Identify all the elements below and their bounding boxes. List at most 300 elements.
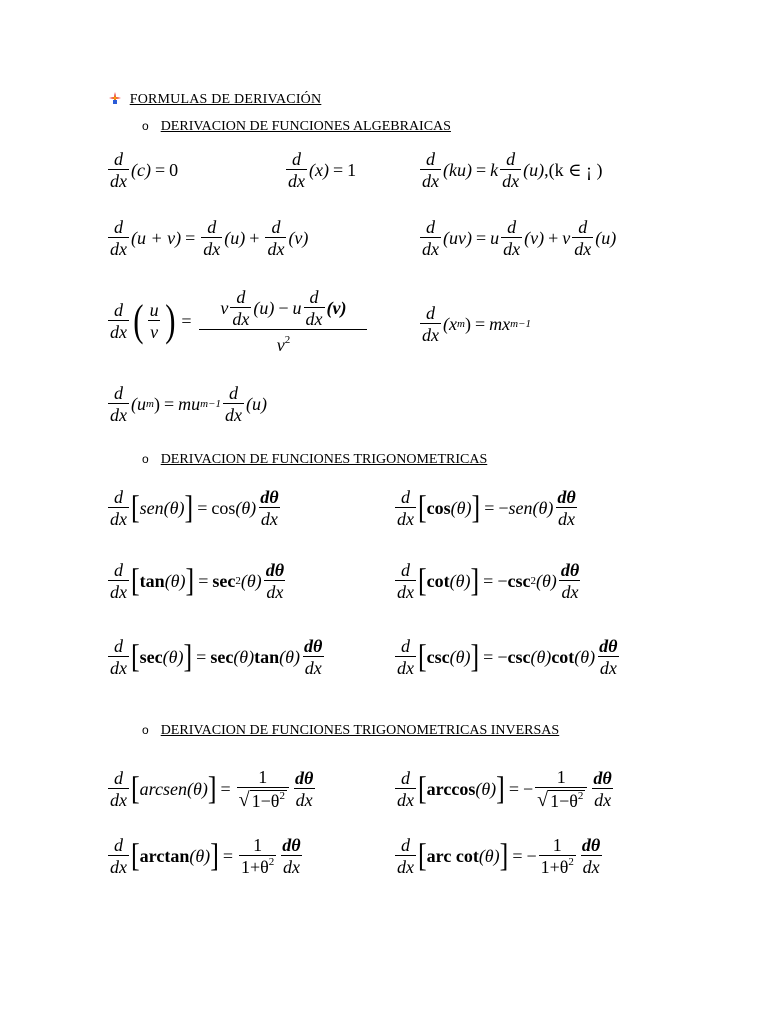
formula-symbol: $\frac{d}{dx}$ [ tan (θ) ] = sec 2 (θ) $\frac{d\theta}{dx}$ bbox=[110, 560, 285, 602]
formula-symbol: ] bbox=[496, 770, 505, 807]
formula-symbol: d bbox=[114, 300, 123, 320]
formula-symbol: = bbox=[332, 160, 344, 180]
formula-symbol: d bbox=[578, 217, 588, 237]
formula-symbol: (u) bbox=[523, 160, 545, 180]
formula-symbol: − bbox=[497, 571, 508, 591]
fraction bbox=[108, 384, 129, 424]
formula-symbol: (θ) bbox=[450, 498, 472, 518]
formula-symbol: 1+θ bbox=[540, 857, 569, 877]
formula-symbol: dx bbox=[599, 658, 617, 678]
formula-symbol: [ bbox=[418, 837, 427, 874]
formula-symbol: csc bbox=[507, 571, 531, 591]
formula-symbol: dx bbox=[397, 509, 414, 529]
formula-symbol: [ bbox=[418, 638, 427, 675]
formula-symbol bbox=[393, 488, 580, 528]
formula-symbol: ) bbox=[164, 296, 176, 345]
formula-symbol: dx bbox=[397, 790, 414, 810]
formula-symbol bbox=[106, 637, 326, 677]
formula-constant bbox=[106, 150, 178, 190]
formula-symbol: = bbox=[474, 314, 486, 334]
formula-symbol: (θ) bbox=[240, 571, 262, 591]
formula-sum bbox=[106, 218, 308, 258]
formula-symbol bbox=[106, 218, 308, 258]
formula-symbol bbox=[106, 288, 369, 354]
formula-symbol: dx bbox=[110, 171, 127, 191]
formula-symbol bbox=[418, 150, 602, 190]
fraction bbox=[239, 836, 276, 876]
formula-sen bbox=[106, 488, 283, 528]
formula-symbol: dx bbox=[397, 582, 414, 602]
fraction bbox=[280, 836, 302, 876]
formula-symbol bbox=[199, 329, 367, 354]
fraction bbox=[264, 561, 286, 601]
formula-symbol: $\frac{d}{dx}$ (x m ) = mx m−1 bbox=[422, 303, 531, 345]
formula-symbol: dx bbox=[558, 509, 576, 529]
formula-symbol: (θ) bbox=[164, 571, 186, 591]
formula-symbol: cos bbox=[211, 498, 236, 518]
fraction bbox=[108, 561, 129, 601]
formula-symbol: ,(k ∈ ¡ ) bbox=[544, 160, 603, 180]
formula-symbol bbox=[239, 855, 276, 876]
fraction bbox=[395, 561, 416, 601]
formula-symbol: d bbox=[114, 560, 123, 580]
sub-bullet: o bbox=[142, 119, 149, 133]
formula-symbol: 1 bbox=[258, 767, 268, 787]
formula-symbol: dθ bbox=[557, 487, 576, 507]
formula-symbol: 2 bbox=[279, 790, 285, 802]
formula-symbol: − bbox=[526, 846, 537, 866]
formula-symbol: (c) bbox=[131, 160, 151, 180]
fraction bbox=[304, 288, 325, 328]
formula-symbol bbox=[106, 836, 305, 876]
fraction bbox=[108, 218, 129, 258]
formula-symbol: ] bbox=[210, 837, 219, 874]
formula-symbol: dθ bbox=[593, 768, 612, 788]
section-heading-inverse bbox=[142, 723, 559, 739]
formula-symbol: ) bbox=[153, 394, 160, 414]
formula-symbol: [ bbox=[131, 489, 140, 526]
formula-constant-multiple bbox=[418, 150, 602, 190]
formula-symbol bbox=[535, 787, 587, 810]
formula-symbol: csc bbox=[426, 647, 450, 667]
formula-symbol: = bbox=[196, 647, 207, 667]
formula-symbol: dθ bbox=[265, 560, 285, 580]
section-heading-trig bbox=[142, 452, 487, 468]
formula-symbol: d bbox=[114, 835, 123, 855]
formula-symbol: dx bbox=[422, 325, 439, 345]
fraction bbox=[535, 768, 587, 810]
formula-symbol: 1 bbox=[556, 767, 566, 787]
formula-symbol: (θ) bbox=[187, 779, 208, 799]
fraction bbox=[230, 288, 251, 328]
formula-symbol: (θ) bbox=[574, 647, 596, 667]
fraction bbox=[108, 301, 129, 341]
fraction bbox=[597, 637, 619, 677]
formula-symbol: u bbox=[292, 298, 302, 318]
formula-symbol: csc bbox=[507, 647, 531, 667]
formula-symbol: (θ) bbox=[530, 647, 552, 667]
formula-symbol: √ bbox=[238, 789, 250, 811]
fraction bbox=[286, 150, 307, 190]
fraction bbox=[108, 488, 129, 528]
fraction bbox=[223, 384, 244, 424]
formula-symbol: sec bbox=[139, 647, 163, 667]
formula-symbol: d bbox=[401, 636, 410, 656]
formula-symbol: dx bbox=[305, 309, 323, 329]
formula-symbol: sen bbox=[139, 498, 164, 518]
formula-symbol: dθ bbox=[304, 636, 323, 656]
formula-symbol: (θ) bbox=[233, 647, 255, 667]
formula-symbol: arctan bbox=[139, 846, 190, 866]
page-title bbox=[108, 91, 321, 108]
formula-symbol bbox=[284, 150, 356, 190]
formula-symbol: = bbox=[181, 311, 192, 331]
formula-symbol bbox=[239, 790, 287, 810]
formula-symbol: √ bbox=[537, 789, 549, 811]
formula-arccos bbox=[393, 768, 616, 810]
formula-chain-power bbox=[106, 384, 267, 424]
fraction bbox=[237, 768, 289, 810]
fraction bbox=[108, 769, 129, 809]
sub-bullet: o bbox=[142, 452, 149, 466]
formula-symbol: = bbox=[475, 228, 487, 248]
formula-symbol: (θ) bbox=[475, 779, 497, 799]
formula-symbol bbox=[418, 218, 616, 258]
formula-symbol: tan bbox=[139, 571, 165, 591]
formula-symbol: dx bbox=[295, 790, 313, 810]
formula-symbol: 1−θ bbox=[251, 791, 280, 811]
formula-symbol: dx bbox=[422, 239, 439, 259]
sparkle-bullet-icon bbox=[108, 91, 122, 105]
formula-symbol: dθ bbox=[294, 768, 314, 788]
formula-symbol: dx bbox=[574, 239, 592, 259]
formula-symbol: d bbox=[114, 768, 123, 788]
fraction bbox=[580, 836, 602, 876]
formula-symbol: ] bbox=[499, 837, 509, 874]
formula-symbol: 1+θ bbox=[241, 857, 269, 877]
fraction bbox=[395, 637, 416, 677]
formula-symbol: d bbox=[207, 217, 217, 237]
formula-symbol: v bbox=[276, 335, 285, 355]
formula-symbol: ] bbox=[471, 489, 481, 526]
formula-symbol: d bbox=[401, 487, 410, 507]
formula-symbol: (θ) bbox=[279, 647, 301, 667]
formula-symbol: dx bbox=[422, 171, 439, 191]
sub-bullet: o bbox=[142, 723, 149, 737]
formula-symbol: sen bbox=[508, 498, 533, 518]
formula-symbol: (θ) bbox=[532, 498, 554, 518]
formula-symbol: d bbox=[426, 149, 435, 169]
formula-symbol: + bbox=[548, 228, 559, 248]
formula-tan bbox=[106, 561, 288, 601]
formula-symbol: 2 bbox=[284, 334, 291, 346]
formula-symbol: − bbox=[497, 647, 508, 667]
formula-symbol: ] bbox=[207, 770, 217, 807]
formula-symbol: dx bbox=[224, 405, 242, 425]
fraction bbox=[501, 218, 522, 258]
fraction bbox=[258, 488, 280, 528]
formula-symbol: u bbox=[149, 300, 159, 320]
formula-symbol: d bbox=[426, 217, 435, 237]
fraction bbox=[395, 488, 416, 528]
section-title: DERIVACION DE FUNCIONES TRIGONOMETRICAS INVERSAS bbox=[160, 723, 560, 738]
formula-symbol bbox=[393, 637, 621, 677]
formula-symbol: dx bbox=[304, 658, 322, 678]
formula-symbol bbox=[237, 787, 289, 810]
formula-symbol: (x bbox=[443, 314, 457, 334]
formula-symbol: dx bbox=[110, 239, 127, 259]
formula-symbol: d bbox=[114, 636, 123, 656]
formula-symbol: v bbox=[220, 298, 229, 318]
formula-symbol: dx bbox=[110, 322, 127, 342]
formula-symbol: dx bbox=[260, 509, 278, 529]
fraction bbox=[559, 561, 581, 601]
formula-symbol: = bbox=[154, 160, 166, 180]
formula-symbol: = bbox=[198, 571, 209, 591]
formula-symbol bbox=[539, 855, 576, 876]
formula-symbol: (u) bbox=[595, 228, 617, 248]
formula-symbol: $\frac{d}{dx}$ [ cot (θ) ] = − csc 2 (θ) $\frac{d\theta}{dx}$ bbox=[397, 560, 580, 602]
formula-symbol: dθ bbox=[599, 636, 618, 656]
formula-symbol: sec bbox=[212, 571, 236, 591]
formula-symbol: (ku) bbox=[443, 160, 472, 180]
formula-symbol: tan bbox=[254, 647, 280, 667]
formula-symbol: dx bbox=[110, 509, 127, 529]
formula-cos bbox=[393, 488, 580, 528]
fraction bbox=[148, 301, 161, 341]
formula-symbol: dx bbox=[561, 582, 579, 602]
formula-symbol: ) bbox=[464, 314, 471, 334]
formula-symbol: dx bbox=[397, 658, 414, 678]
formula-symbol: (x) bbox=[309, 160, 329, 180]
formula-symbol: [ bbox=[131, 562, 140, 599]
formula-symbol bbox=[393, 768, 616, 810]
formula-symbol: d bbox=[114, 149, 123, 169]
formula-symbol: d bbox=[507, 217, 517, 237]
formula-symbol: dx bbox=[582, 857, 600, 877]
formula-symbol: d bbox=[401, 768, 410, 788]
formula-symbol bbox=[250, 790, 287, 810]
section-heading-algebraic bbox=[142, 119, 451, 135]
formula-symbol: d bbox=[236, 287, 246, 307]
formula-symbol: (θ) bbox=[449, 647, 471, 667]
formula-symbol: − bbox=[498, 498, 509, 518]
formula-symbol: = bbox=[185, 228, 196, 248]
fraction bbox=[572, 218, 593, 258]
formula-symbol: dx bbox=[282, 857, 300, 877]
formula-symbol: 2 bbox=[268, 856, 275, 868]
formula-symbol: (v) bbox=[326, 298, 347, 318]
formula-symbol: 1 bbox=[253, 835, 263, 855]
fraction bbox=[420, 150, 441, 190]
formula-symbol: d bbox=[401, 560, 410, 580]
formula-symbol: [ bbox=[131, 770, 140, 807]
formula-symbol: v bbox=[562, 228, 571, 248]
formula-symbol: d bbox=[114, 383, 123, 403]
formula-symbol: d bbox=[228, 383, 238, 403]
formula-quotient bbox=[106, 288, 369, 354]
formula-cot bbox=[393, 561, 583, 601]
formula-symbol: − bbox=[523, 779, 534, 799]
formula-symbol: (θ) bbox=[235, 498, 257, 518]
formula-power bbox=[418, 304, 531, 344]
formula-symbol: d bbox=[426, 303, 435, 323]
formula-symbol: dθ bbox=[282, 835, 301, 855]
formula-symbol: ] bbox=[185, 562, 195, 599]
formula-symbol: (uv) bbox=[443, 228, 472, 248]
formula-symbol bbox=[106, 150, 178, 190]
formula-arccot bbox=[393, 836, 604, 876]
formula-symbol: dx bbox=[203, 239, 221, 259]
formula-symbol: 0 bbox=[169, 160, 179, 180]
formula-symbol: [ bbox=[131, 837, 140, 874]
formula-symbol bbox=[106, 488, 283, 528]
formula-symbol: dx bbox=[397, 857, 414, 877]
formula-symbol: d bbox=[309, 287, 319, 307]
formula-arcsen bbox=[106, 768, 317, 810]
formula-arctan bbox=[106, 836, 305, 876]
formula-symbol: ] bbox=[184, 489, 194, 526]
formula-symbol: dx bbox=[110, 857, 127, 877]
fraction bbox=[395, 769, 416, 809]
formula-symbol: dx bbox=[503, 239, 521, 259]
formula-symbol: v bbox=[150, 322, 159, 342]
fraction bbox=[302, 637, 324, 677]
fraction bbox=[201, 218, 222, 258]
formula-symbol: (v) bbox=[524, 228, 545, 248]
formula-symbol: d bbox=[114, 487, 123, 507]
formula-symbol bbox=[218, 288, 348, 329]
formula-symbol: 1 bbox=[347, 160, 357, 180]
formula-symbol: k bbox=[490, 160, 499, 180]
formula-symbol: [ bbox=[418, 770, 427, 807]
formula-symbol: dθ bbox=[560, 560, 580, 580]
formula-symbol: (u) bbox=[245, 394, 267, 414]
formula-symbol bbox=[106, 768, 317, 810]
formula-symbol: (θ) bbox=[449, 571, 471, 591]
formula-symbol: d bbox=[271, 217, 281, 237]
formula-identity bbox=[284, 150, 356, 190]
fraction bbox=[539, 836, 576, 876]
formula-symbol: dx bbox=[267, 239, 285, 259]
formula-symbol: 2 bbox=[568, 856, 574, 868]
formula-symbol: (v) bbox=[288, 228, 309, 248]
formula-symbol: = bbox=[483, 647, 494, 667]
formula-symbol: = bbox=[163, 394, 175, 414]
formula-symbol: dx bbox=[232, 309, 250, 329]
fraction bbox=[293, 769, 315, 809]
formula-symbol: [ bbox=[131, 638, 140, 675]
formula-symbol: d bbox=[401, 835, 410, 855]
formula-symbol: = bbox=[512, 846, 523, 866]
formula-symbol: 1−θ bbox=[550, 791, 578, 811]
formula-symbol: = bbox=[197, 498, 208, 518]
formula-symbol: d bbox=[114, 217, 123, 237]
fraction bbox=[500, 150, 521, 190]
formula-symbol: dx bbox=[110, 658, 127, 678]
fraction bbox=[591, 769, 613, 809]
formula-symbol: dx bbox=[110, 405, 127, 425]
formula-symbol: sec bbox=[210, 647, 234, 667]
fraction bbox=[420, 218, 441, 258]
formula-symbol: = bbox=[483, 571, 494, 591]
fraction bbox=[199, 288, 367, 354]
formula-symbol: [ bbox=[418, 562, 427, 599]
fraction bbox=[265, 218, 286, 258]
title-text: FORMULAS DE DERIVACIÓN bbox=[129, 92, 322, 107]
formula-symbol: cot bbox=[426, 571, 450, 591]
formula-symbol: d bbox=[292, 149, 301, 169]
formula-symbol: mx bbox=[489, 314, 511, 334]
formula-symbol: (θ) bbox=[163, 498, 185, 518]
formula-symbol: = bbox=[508, 779, 519, 799]
formula-symbol: arcsen bbox=[139, 779, 187, 799]
formula-symbol: ] bbox=[470, 638, 480, 675]
fraction bbox=[108, 150, 129, 190]
formula-symbol: − bbox=[278, 298, 289, 318]
formula-symbol: 2 bbox=[577, 790, 584, 802]
fraction bbox=[108, 637, 129, 677]
formula-csc bbox=[393, 637, 621, 677]
formula-symbol: dx bbox=[266, 582, 284, 602]
formula-symbol: dx bbox=[288, 171, 305, 191]
formula-symbol: ( bbox=[133, 296, 144, 345]
formula-symbol: (θ) bbox=[535, 571, 557, 591]
formula-product bbox=[418, 218, 616, 258]
formula-symbol: dx bbox=[594, 790, 612, 810]
formula-symbol: dx bbox=[110, 582, 127, 602]
formula-symbol: d bbox=[506, 149, 516, 169]
formula-symbol: mu bbox=[178, 394, 201, 414]
formula-symbol: u bbox=[490, 228, 500, 248]
formula-symbol: (u + v) bbox=[131, 228, 182, 248]
formula-symbol: ] bbox=[183, 638, 193, 675]
section-title: DERIVACION DE FUNCIONES TRIGONOMETRICAS bbox=[160, 452, 488, 467]
formula-symbol: + bbox=[249, 228, 260, 248]
formula-symbol: 1 bbox=[552, 835, 562, 855]
formula-symbol: cot bbox=[551, 647, 575, 667]
formula-symbol bbox=[393, 836, 604, 876]
formula-symbol: (u) bbox=[253, 298, 275, 318]
formula-symbol: = bbox=[484, 498, 495, 518]
formula-symbol: arc cot bbox=[426, 846, 479, 866]
fraction bbox=[108, 836, 129, 876]
formula-symbol: = bbox=[222, 846, 234, 866]
formula-symbol: (θ) bbox=[162, 647, 184, 667]
formula-symbol: dx bbox=[110, 790, 127, 810]
fraction bbox=[555, 488, 577, 528]
formula-symbol: (θ) bbox=[478, 846, 500, 866]
formula-symbol: arccos bbox=[426, 779, 476, 799]
formula-symbol: dx bbox=[502, 171, 520, 191]
formula-symbol: dθ bbox=[260, 487, 279, 507]
formula-symbol: (θ) bbox=[189, 846, 211, 866]
fraction bbox=[420, 304, 441, 344]
formula-symbol: (u) bbox=[224, 228, 246, 248]
formula-symbol: $\frac{d}{dx}$ (u m ) = mu m−1 $\frac{d}{dx}$ (u) bbox=[110, 383, 267, 425]
formula-symbol: = bbox=[220, 779, 231, 799]
formula-symbol: [ bbox=[418, 489, 427, 526]
formula-symbol bbox=[548, 790, 585, 810]
section-title: DERIVACION DE FUNCIONES ALGEBRAICAS bbox=[160, 119, 451, 134]
formula-symbol bbox=[537, 790, 585, 810]
formula-symbol: (u bbox=[131, 394, 146, 414]
formula-symbol: = bbox=[475, 160, 487, 180]
formula-symbol: dθ bbox=[581, 835, 601, 855]
formula-sec bbox=[106, 637, 326, 677]
fraction bbox=[395, 836, 416, 876]
formula-symbol: ] bbox=[470, 562, 480, 599]
